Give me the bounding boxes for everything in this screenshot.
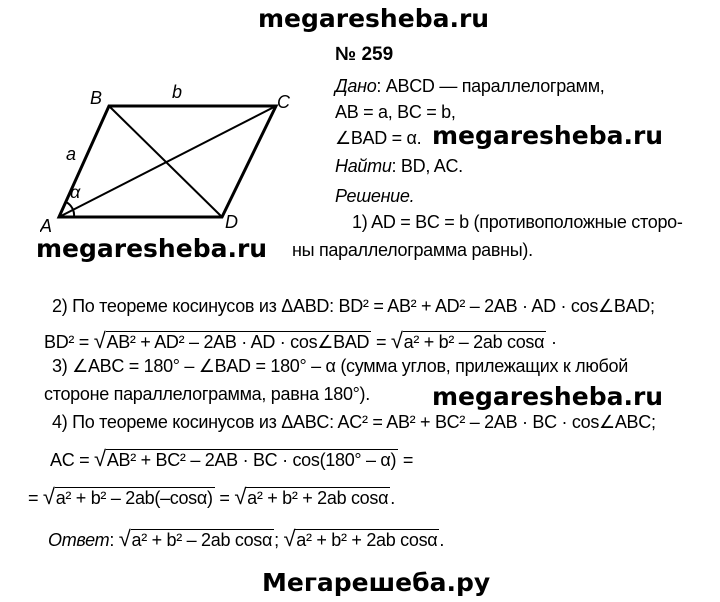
step4-line: 4) По теореме косинусов из ΔABC: AC² = AB² + BC² – 2AB · BC · cos∠ABC; (52, 412, 656, 432)
side-a-label: a (66, 144, 77, 164)
step2-line: 2) По теореме косинусов из ΔABD: BD² = AB² + AD² – 2AB · AD · cos∠BAD; (52, 296, 655, 316)
watermark-3: megaresheba.ru (432, 382, 664, 411)
sqrt-sign: √ (118, 526, 131, 551)
angle-arc (66, 202, 74, 217)
radicand: AB² + BC² – 2AB · BC · cos(180° – α) (106, 450, 397, 470)
step1-line-a: 1) AD = BC = b (противоположные сторо- (352, 212, 683, 232)
step3-line-a: 3) ∠ABC = 180° – ∠BAD = 180° – α (сумма углов, прилежащих к любой (52, 356, 629, 376)
solution-label: Решение. (335, 186, 415, 206)
radicand: a² + b² – 2ab cosα (131, 530, 273, 550)
site-title-footer: Мегарешеба.ру (262, 568, 491, 597)
step3-line-b: стороне параллелограмма, равна 180°). (44, 384, 370, 404)
sqrt-sign: √ (390, 328, 403, 353)
sqrt-sign: √ (93, 328, 106, 353)
step1-line-b: ны параллелограмма равны). (292, 240, 533, 260)
sqrt-sign: √ (42, 484, 55, 509)
vertex-c-label: C (277, 92, 290, 112)
step4-formula-1: AC = √AB² + BC² – 2AB · BC · cos(180° – α) = (50, 446, 414, 471)
find-label: Найти (335, 156, 392, 176)
vertex-d-label: D (225, 212, 238, 232)
radicand: a² + b² – 2ab(–cosα) (55, 488, 213, 508)
step4-formula-2: = √a² + b² – 2ab(–cosα) = √a² + b² + 2ab cosα . (28, 484, 395, 509)
find-line: Найти: BD, AC. (335, 156, 463, 176)
vertex-a-label: A (40, 216, 53, 236)
diagonals (59, 106, 276, 217)
answer-line: Ответ: √a² + b² – 2ab cosα ; √a² + b² + 2ab cosα . (48, 526, 445, 551)
given-line-3: ∠BAD = α. (335, 128, 422, 148)
radicand: a² + b² + 2ab cosα (296, 530, 438, 550)
parallelogram-figure (40, 80, 300, 240)
answer-label: Ответ (48, 530, 110, 550)
angle-alpha-label: α (70, 182, 81, 202)
site-title-header: megaresheba.ru (258, 4, 490, 33)
watermark-2: megaresheba.ru (36, 234, 268, 263)
side-b-label: b (172, 82, 183, 102)
vertex-b-label: B (90, 88, 103, 108)
sqrt-sign: √ (283, 526, 296, 551)
given-label: Дано (335, 76, 377, 96)
radicand: AB² + AD² – 2AB · AD · cos∠BAD (106, 332, 370, 352)
sqrt-sign: √ (234, 484, 247, 509)
sqrt-sign: √ (94, 446, 106, 471)
problem-number: № 259 (335, 44, 394, 65)
given-line-1: Дано: ABCD — параллелограмм, (335, 76, 605, 96)
radicand: a² + b² + 2ab cosα (247, 488, 389, 508)
watermark-1: megaresheba.ru (432, 121, 664, 150)
radicand: a² + b² – 2ab cosα (403, 332, 545, 352)
given-line-2: AB = a, BC = b, (335, 102, 456, 122)
step2-formula: BD² = √AB² + AD² – 2AB · AD · cos∠BAD = √a² + b² – 2ab cosα · (44, 328, 557, 353)
